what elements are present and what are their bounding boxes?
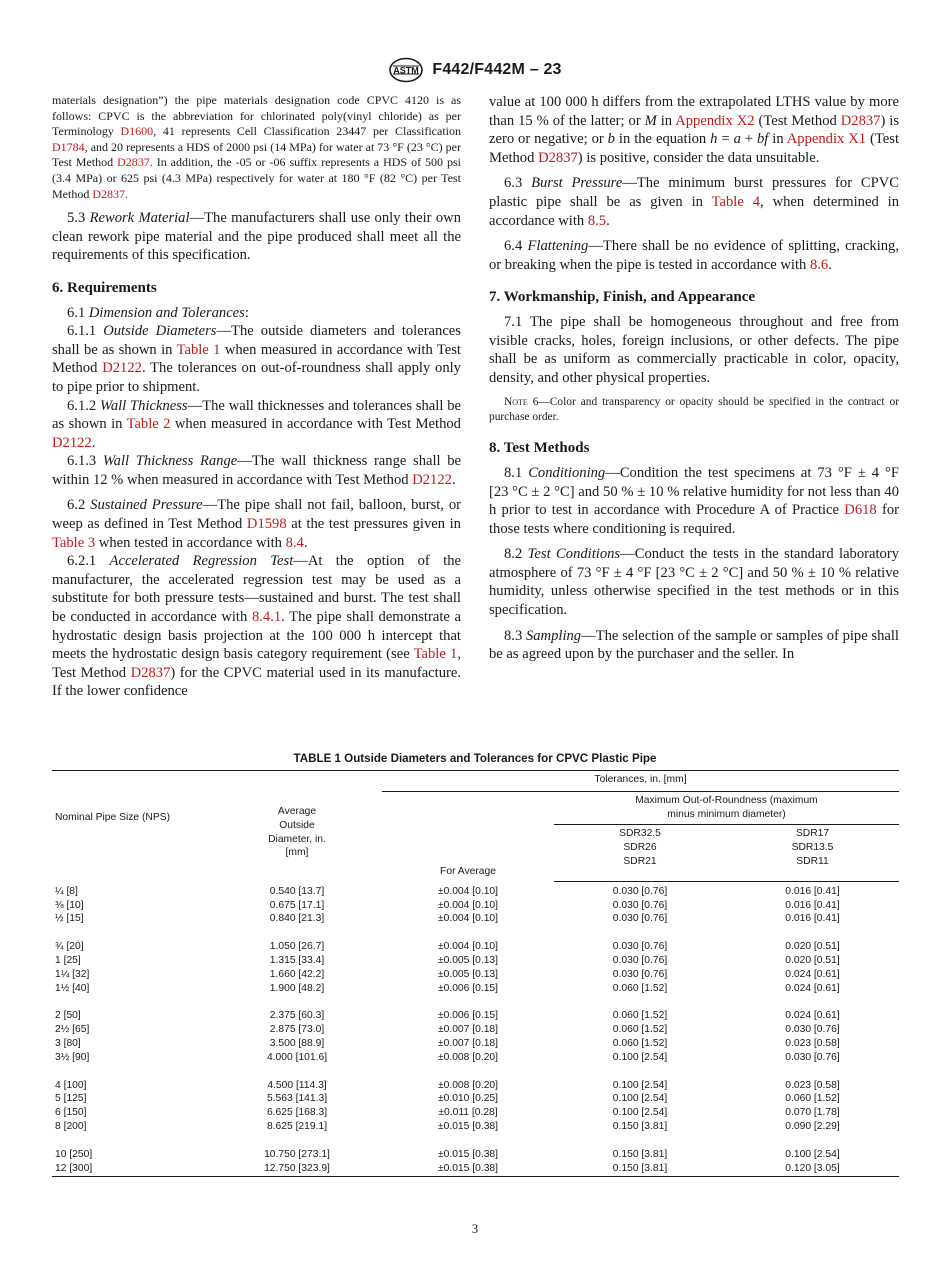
cell-tolerance-average: ±0.005 [0.13] — [437, 954, 499, 966]
table-row — [52, 912, 899, 926]
cross-reference-link[interactable]: D1598 — [246, 516, 287, 533]
cell-nps: ¼ [8] — [55, 885, 78, 897]
cell-nps: ¾ [20] — [55, 941, 84, 953]
cell-oor-sdr-group-b: 0.120 [3.05] — [726, 1162, 899, 1177]
cell-oor-sdr-group-a: 0.030 [0.76] — [612, 885, 668, 897]
table-row — [52, 982, 899, 996]
paragraph-6-1: 6.1 Dimension and Tolerances: — [67, 304, 249, 321]
paragraph-8-1: 8.1 Conditioning—Condition the test specimens at 73 °F ± 4 °F [23 °C ± 2 °C] and 50 % ± 10 % relative humidity for not less than 40 h prior to test in accordance with Procedure A of Practice D618 for those tests where conditioning is required. — [489, 464, 899, 537]
header-sdr-group-b — [726, 825, 899, 881]
section-heading-6: 6. Requirements — [52, 279, 157, 296]
page-number: 3 — [471, 1222, 479, 1236]
paragraph-7-1: 7.1 The pipe shall be homogeneous throughout and free from visible cracks, holes, foreign inclusions, or other defects. The pipe shall be as uniform as commercially practicable in color, opacity, density, and other physical properties. — [489, 313, 899, 386]
table-group-spacer — [52, 926, 899, 940]
astm-logo-icon — [388, 57, 424, 83]
paragraph-6-1-1: 6.1.1 Outside Diameters—The outside diameters and tolerances shall be as shown in Table 1 when measured in accordance with Test Method D2122. The tolerances on out-of-roundness shall apply only to pipe prior to shipment. — [52, 323, 461, 395]
svg-text:ASTM: ASTM — [393, 65, 420, 76]
cell-average-od: 1.660 [42.2] — [269, 968, 325, 980]
cross-reference-link[interactable]: Table 3 — [52, 534, 96, 551]
table-row — [52, 1162, 899, 1177]
header-sdr-group-a — [554, 825, 726, 881]
cell-tolerance-average: ±0.004 [0.10] — [437, 941, 499, 953]
table-row — [52, 1092, 899, 1106]
cross-reference-link[interactable]: 8.6 — [809, 256, 829, 273]
table-1-body — [52, 881, 899, 1177]
cell-average-od: 5.563 [141.3] — [266, 1093, 328, 1105]
paragraph-6-4: 6.4 Flattening—There shall be no evidence of splitting, cracking, or breaking when the pipe is tested in accordance with 8.6. — [489, 238, 900, 273]
cell-tolerance-average: ±0.015 [0.38] — [437, 1148, 499, 1160]
cell-oor-sdr-group-b: 0.023 [0.58] — [785, 1037, 840, 1049]
cross-reference-link[interactable]: 8.4 — [285, 534, 304, 551]
cell-oor-sdr-group-a: 0.030 [0.76] — [612, 968, 668, 980]
cross-reference-link[interactable]: 8.5 — [587, 212, 607, 229]
cell-nps: 3½ [90] — [55, 1051, 90, 1063]
cell-tolerance-average: ±0.006 [0.15] — [437, 982, 499, 994]
cell-tolerance-average: ±0.005 [0.13] — [437, 968, 499, 980]
cell-average-od: 1.050 [26.7] — [269, 941, 325, 953]
cell-tolerance-average: ±0.015 [0.38] — [437, 1120, 499, 1132]
table-group-spacer — [52, 1134, 899, 1148]
cell-nps: 1¼ [32] — [55, 968, 90, 980]
cell-average-od: 6.625 [168.3] — [266, 1107, 328, 1119]
cell-nps: 1 [25] — [55, 954, 81, 966]
cell-tolerance-average: ±0.007 [0.18] — [437, 1024, 499, 1036]
cell-nps: 2½ [65] — [55, 1024, 90, 1036]
cell-oor-sdr-group-a: 0.150 [3.81] — [612, 1120, 668, 1132]
cell-oor-sdr-group-b: 0.016 [0.41] — [785, 885, 840, 897]
cross-reference-link[interactable]: 8.4.1 — [251, 609, 282, 626]
cell-oor-sdr-group-a: 0.030 [0.76] — [612, 899, 668, 911]
cross-reference-link[interactable]: D2837 — [840, 112, 881, 129]
header-average-od: Average Outside Diameter, in. [mm] — [268, 806, 326, 859]
cell-average-od: 8.625 [219.1] — [266, 1120, 328, 1132]
cross-reference-link[interactable]: D1600 — [120, 124, 154, 139]
header-for-average: For Average — [440, 866, 496, 878]
section-heading-7: 7. Workmanship, Finish, and Appearance — [489, 289, 756, 306]
document-designation: F442/F442M – 23 — [432, 61, 562, 78]
cell-oor-sdr-group-a: 0.100 [2.54] — [612, 1093, 668, 1105]
paragraph-6-1-2: 6.1.2 Wall Thickness—The wall thicknesses and tolerances shall be as shown in Table 2 when measured in accordance with Test Method D2122. — [52, 397, 461, 451]
table-row — [52, 940, 899, 954]
cell-tolerance-average: ±0.007 [0.18] — [437, 1037, 499, 1049]
cross-reference-link[interactable]: D2837 — [538, 149, 578, 166]
cell-oor-sdr-group-b: 0.016 [0.41] — [785, 899, 840, 911]
table-row — [52, 954, 899, 968]
section-heading-8: 8. Test Methods — [489, 440, 590, 457]
cross-reference-link[interactable]: D2122 — [412, 471, 452, 488]
table-row — [52, 1079, 899, 1093]
cell-oor-sdr-group-b: 0.070 [1.78] — [785, 1107, 840, 1119]
cell-average-od: 1.315 [33.4] — [269, 954, 325, 966]
cell-tolerance-average: ±0.004 [0.10] — [437, 913, 499, 925]
paragraph-5-3: 5.3 Rework Material—The manufacturers shall use only their own clean rework pipe material and the pipe produced shall meet all the requirements of this specification. — [52, 210, 461, 264]
cell-nps: 8 [200] — [55, 1120, 87, 1132]
cell-oor-sdr-group-b: 0.024 [0.61] — [785, 1010, 840, 1022]
cell-average-od: 2.875 [73.0] — [269, 1024, 325, 1036]
table-row — [52, 881, 899, 898]
cell-average-od: 12.750 [323.9] — [212, 1162, 382, 1177]
table-row — [52, 899, 899, 913]
cell-tolerance-average: ±0.004 [0.10] — [437, 885, 499, 897]
cell-nps: 3 [80] — [55, 1037, 81, 1049]
header-tolerances: Tolerances, in. [mm] — [382, 771, 899, 792]
header-max-out-of-roundness — [554, 791, 899, 825]
table-row — [52, 1106, 899, 1120]
cell-nps: 5 [125] — [55, 1093, 87, 1105]
paragraph-8-3: 8.3 Sampling—The selection of the sample or samples of pipe shall be as agreed upon by the purchaser and the seller. In — [489, 627, 899, 663]
cell-tolerance-average: ±0.015 [0.38] — [382, 1162, 554, 1177]
table-row — [52, 968, 899, 982]
cross-reference-link[interactable]: D2122 — [52, 434, 92, 451]
cell-average-od: 0.840 [21.3] — [269, 913, 325, 925]
table-row — [52, 1023, 899, 1037]
table-row — [52, 1051, 899, 1065]
cell-average-od: 1.900 [48.2] — [269, 982, 325, 994]
cell-tolerance-average: ±0.008 [0.20] — [437, 1051, 499, 1063]
page-header — [0, 56, 950, 84]
cross-reference-link[interactable]: D2122 — [102, 360, 142, 377]
cell-oor-sdr-group-a: 0.060 [1.52] — [612, 1024, 668, 1036]
cell-average-od: 3.500 [88.9] — [269, 1037, 325, 1049]
cell-oor-sdr-group-b: 0.030 [0.76] — [785, 1051, 840, 1063]
paragraph-8-2: 8.2 Test Conditions—Conduct the tests in the standard laboratory atmosphere of 73 °F ± 4 °F [23 °C ± 2 °C] and 50 % ± 10 % relative humidity, unless otherwise specified in the test methods or in this specification. — [489, 546, 899, 619]
cross-reference-link[interactable]: Table 1 — [413, 646, 458, 663]
cross-reference-link[interactable]: D2837 — [130, 664, 171, 681]
cell-oor-sdr-group-a: 0.060 [1.52] — [612, 1010, 668, 1022]
cell-average-od: 10.750 [273.1] — [264, 1148, 330, 1160]
cell-oor-sdr-group-a: 0.030 [0.76] — [612, 913, 668, 925]
cell-oor-sdr-group-a: 0.060 [1.52] — [612, 1037, 668, 1049]
header-nps: Nominal Pipe Size (NPS) — [55, 812, 171, 823]
cell-oor-sdr-group-b: 0.016 [0.41] — [785, 913, 840, 925]
cell-average-od: 0.675 [17.1] — [269, 899, 325, 911]
cell-oor-sdr-group-b: 0.100 [2.54] — [785, 1148, 840, 1160]
cross-reference-link[interactable]: Table 2 — [126, 416, 171, 433]
paragraph-continuation: value at 100 000 h differs from the extrapolated LTHS value by more than 15 % of the latter; or M in Appendix X2 (Test Method D2837) is zero or negative; or b in the equation h = a + bf in Appendix X1 (Test Method D2837) is positive, consider the data unsuitable. — [489, 94, 900, 166]
cell-nps: 1½ [40] — [55, 982, 90, 994]
cross-reference-link[interactable]: D2837 — [117, 155, 150, 170]
note-6: Note 6—Color and transparency or opacity should be specified in the contract or purchase order. — [489, 396, 899, 424]
paragraph-materials-designation: materials designation”) the pipe materials designation code CPVC 4120 is as follows: CPVC is the abbreviation for chlorinated poly(vinyl chloride) as per Terminology D1600, 41 represents Cell Classification 23447 per Classification D1784, and 20 represents a HDS of 2000 psi (14 MPa) for water at 73 °F (23 °C) per Test Method D2837. In addition, the -05 or -06 suffix represents a HDS of 500 psi (3.4 MPa) or 625 psi (4.3 MPa) respectively for water at 180 °F (82 °C) per Test Method D2837. — [52, 93, 461, 201]
cell-nps: ⅜ [10] — [55, 899, 84, 911]
cell-average-od: 2.375 [60.3] — [269, 1010, 325, 1022]
cell-average-od: 4.500 [114.3] — [267, 1079, 327, 1091]
cross-reference-link[interactable]: D618 — [844, 502, 877, 519]
paragraph-6-3: 6.3 Burst Pressure—The minimum burst pressures for CPVC plastic pipe shall be as given in Table 4, when determined in accordance with 8.5. — [489, 175, 900, 229]
header-sdr-group-b-text: SDR17 SDR13.5 SDR11 — [791, 828, 834, 867]
cell-oor-sdr-group-a: 0.030 [0.76] — [612, 954, 668, 966]
cross-reference-link[interactable]: Table 4 — [711, 193, 761, 210]
cell-oor-sdr-group-a: 0.150 [3.81] — [612, 1148, 668, 1160]
cell-tolerance-average: ±0.006 [0.15] — [437, 1010, 499, 1022]
table-1 — [52, 770, 899, 1177]
cell-average-od: 0.540 [13.7] — [269, 885, 325, 897]
cross-reference-link[interactable]: D2837 — [92, 186, 126, 201]
table-group-spacer — [52, 1065, 899, 1079]
cell-average-od: 4.000 [101.6] — [266, 1051, 328, 1063]
cell-tolerance-average: ±0.010 [0.25] — [437, 1093, 499, 1105]
cell-nps: 10 [250] — [55, 1148, 93, 1160]
table-group-spacer — [52, 995, 899, 1009]
cross-reference-link[interactable]: Appendix X1 — [786, 131, 867, 148]
cell-oor-sdr-group-b: 0.030 [0.76] — [785, 1024, 840, 1036]
right-column — [489, 93, 899, 664]
header-max-out-of-roundness-text: Maximum Out-of-Roundness (maximum minus minimum diameter) — [635, 794, 818, 820]
cross-reference-link[interactable]: D1784 — [52, 139, 85, 154]
cell-nps: ½ [15] — [55, 913, 84, 925]
table-row — [52, 1037, 899, 1051]
table-row — [52, 1148, 899, 1162]
cross-reference-link[interactable]: Table 1 — [176, 341, 221, 358]
cell-nps: 6 [150] — [55, 1107, 87, 1119]
cell-nps: 2 [50] — [55, 1010, 81, 1022]
cell-tolerance-average: ±0.008 [0.20] — [437, 1079, 499, 1091]
paragraph-6-2: 6.2 Sustained Pressure—The pipe shall not fail, balloon, burst, or weep as defined in Test Method D1598 at the test pressures given in Table 3 when tested in accordance with 8.4. — [52, 497, 462, 551]
cell-oor-sdr-group-b: 0.023 [0.58] — [785, 1079, 840, 1091]
cell-oor-sdr-group-a: 0.150 [3.81] — [554, 1162, 726, 1177]
header-sdr-group-a-text: SDR32.5 SDR26 SDR21 — [619, 828, 661, 867]
cell-tolerance-average: ±0.004 [0.10] — [437, 899, 499, 911]
cell-oor-sdr-group-b: 0.020 [0.51] — [785, 941, 840, 953]
cell-oor-sdr-group-b: 0.024 [0.61] — [785, 982, 840, 994]
left-column — [52, 93, 461, 701]
cell-oor-sdr-group-b: 0.060 [1.52] — [785, 1093, 840, 1105]
paragraph-6-2-1: 6.2.1 Accelerated Regression Test—At the option of the manufacturer, the accelerated regression test may be used as a substitute for both pressure tests—sustained and burst. The test shall be conducted in accordance with 8.4.1. The pipe shall demonstrate a hydrostatic design basis projection at the 100 000 h intercept that meets the hydrostatic design basis category requirement (see Table 1, Test Method D2837) for the CPVC material used in its manufacture. If the lower confidence — [52, 553, 461, 700]
table-row — [52, 1009, 899, 1023]
cell-oor-sdr-group-b: 0.020 [0.51] — [785, 954, 840, 966]
cell-oor-sdr-group-a: 0.100 [2.54] — [612, 1079, 668, 1091]
cell-oor-sdr-group-a: 0.100 [2.54] — [612, 1107, 668, 1119]
cell-nps: 12 [300] — [52, 1162, 212, 1177]
cross-reference-link[interactable]: Appendix X2 — [675, 112, 755, 129]
cell-oor-sdr-group-a: 0.100 [2.54] — [612, 1051, 668, 1063]
cell-nps: 4 [100] — [55, 1079, 87, 1091]
cell-oor-sdr-group-b: 0.024 [0.61] — [785, 968, 840, 980]
cell-oor-sdr-group-a: 0.030 [0.76] — [612, 941, 668, 953]
cell-oor-sdr-group-b: 0.090 [2.29] — [785, 1120, 840, 1132]
paragraph-6-1-3: 6.1.3 Wall Thickness Range—The wall thickness range shall be within 12 % when measured in accordance with Test Method D2122. — [52, 453, 462, 488]
table-row — [52, 1120, 899, 1134]
cell-tolerance-average: ±0.011 [0.28] — [438, 1107, 498, 1119]
cell-oor-sdr-group-a: 0.060 [1.52] — [612, 982, 668, 994]
table-1-title: TABLE 1 Outside Diameters and Tolerances for CPVC Plastic Pipe — [293, 752, 657, 765]
